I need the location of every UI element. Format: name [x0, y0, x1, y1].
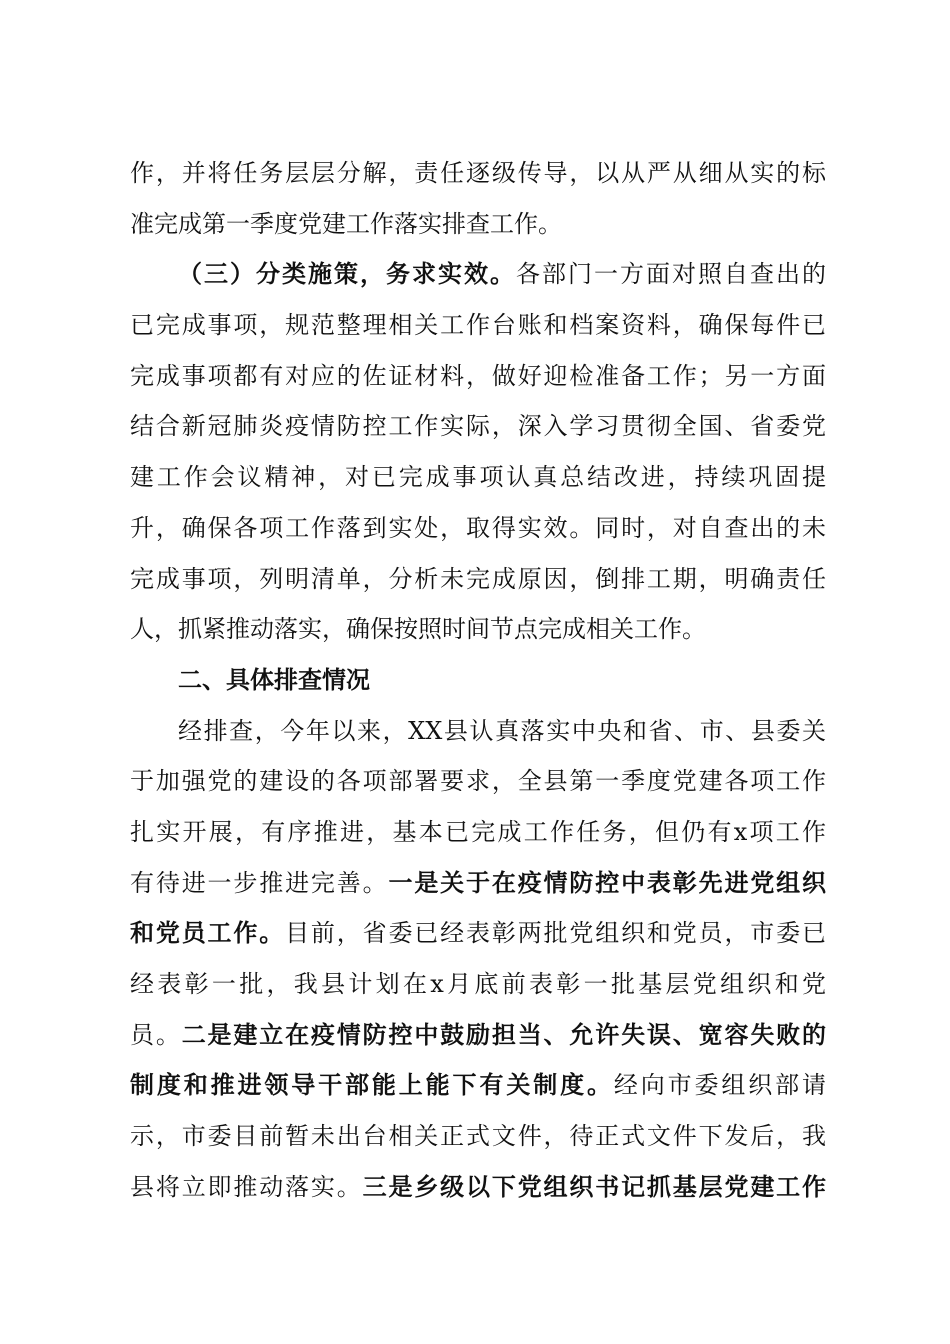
p3-line-9: 示，市委目前暂未出台相关正式文件，待正式文件下发后，我: [130, 1122, 826, 1151]
p3-line-1: 经排查，今年以来，XX县认真落实中央和省、市、县委关: [178, 716, 826, 745]
p3-line-7-text: 员。: [130, 1020, 182, 1049]
p3-line-6: 经表彰一批，我县计划在x月底前表彰一批基层党组织和党: [130, 970, 826, 998]
p3-line-8: [130, 1060, 826, 1111]
p3-point-1-title: 一是关于在疫情防控中表彰先进党组织: [388, 867, 826, 897]
p1-line-2: 准完成第一季度党建工作落实排查工作。: [130, 209, 562, 238]
section-heading: 二、具体排查情况: [178, 664, 370, 694]
p2-line-7: 完成事项，列明清单，分析未完成原因，倒排工期，明确责任: [130, 564, 826, 593]
p3-line-5-text: 目前，省委已经表彰两批党组织和党员，市委已: [285, 919, 826, 948]
p3-line-8-text: 经向市委组织部请: [613, 1071, 826, 1100]
p2-line-6: 升，确保各项工作落到实处，取得实效。同时，对自查出的未: [130, 513, 826, 542]
p3-line-7: [130, 1010, 826, 1061]
p2-line-1: [130, 249, 826, 300]
p2-line-1-text: 各部门一方面对照自查出的: [516, 260, 826, 289]
p3-point-3-title: 三是乡级以下党组织书记抓基层党建工作: [362, 1171, 826, 1201]
p3-line-5: [130, 908, 826, 959]
p3-point-2-title-end: 制度和推进领导干部能上能下有关制度。: [130, 1070, 614, 1100]
p3-line-4: [130, 858, 826, 909]
document-body: [130, 148, 826, 1212]
p3-point-1-title-end: 和党员工作。: [130, 918, 286, 948]
p2-line-4: 结合新冠肺炎疫情防控工作实际，深入学习贯彻全国、省委党: [130, 412, 826, 441]
p3-line-2: 于加强党的建设的各项部署要求，全县第一季度党建各项工作: [130, 767, 826, 796]
p3-line-10: [130, 1162, 826, 1213]
p2-line-2: 已完成事项，规范整理相关工作台账和档案资料，确保每件已: [130, 311, 826, 340]
p3-line-4-text: 有待进一步推进完善。: [130, 868, 389, 897]
p2-line-5: 建工作会议精神，对已完成事项认真总结改进，持续巩固提: [130, 463, 826, 492]
p2-subheading: （三）分类施策，务求实效。: [178, 259, 516, 289]
p3-line-3: 扎实开展，有序推进，基本已完成工作任务，但仍有x项工作: [130, 817, 826, 846]
p1-line-1: 作，并将任务层层分解，责任逐级传导，以从严从细从实的标: [130, 159, 826, 187]
p3-point-2-title: 二是建立在疫情防控中鼓励担当、允许失误、宽容失败的: [181, 1019, 826, 1049]
p3-line-10-text: 县将立即推动落实。: [130, 1172, 363, 1201]
p2-line-8: 人，抓紧推动落实，确保按照时间节点完成相关工作。: [130, 615, 706, 644]
p2-line-3: 完成事项都有对应的佐证材料，做好迎检准备工作；另一方面: [130, 361, 826, 390]
